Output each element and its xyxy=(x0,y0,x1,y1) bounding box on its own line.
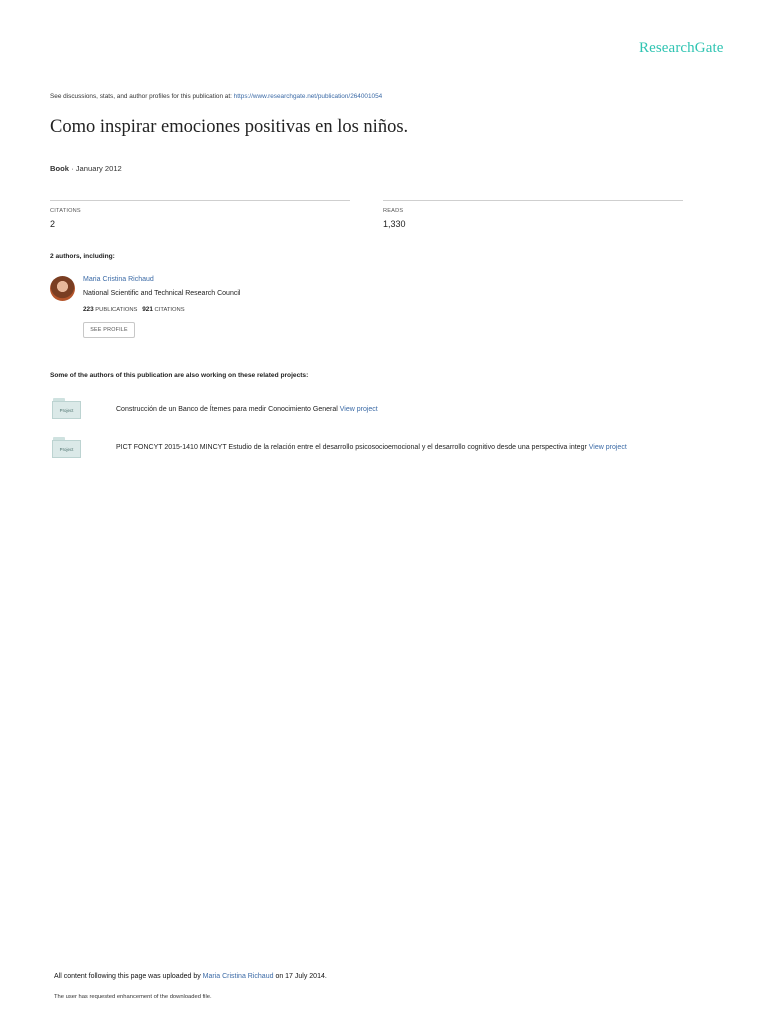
project-item xyxy=(116,444,627,451)
publication-url-link[interactable]: https://www.researchgate.net/publication/264001054 xyxy=(233,93,383,100)
author-citations-label: CITATIONS xyxy=(154,307,185,313)
divider xyxy=(50,200,350,201)
reads-label: READS xyxy=(383,208,404,214)
see-profile-button[interactable]: SEE PROFILE xyxy=(83,322,135,338)
author-citations-count: 921 xyxy=(142,306,153,313)
projects-heading: Some of the authors of this publication are also working on these related projects: xyxy=(50,372,309,379)
view-project-link[interactable]: View project xyxy=(588,444,627,451)
publication-meta xyxy=(50,164,122,173)
project-icon: Project xyxy=(51,398,81,420)
researchgate-logo[interactable]: ResearchGate xyxy=(639,40,724,56)
discussion-text: See discussions, stats, and author profiles for this publication at: xyxy=(50,93,232,100)
citations-label: CITATIONS xyxy=(50,208,81,214)
upload-notice xyxy=(54,973,327,980)
view-project-link[interactable]: View project xyxy=(339,406,378,413)
upload-suffix: on 17 July 2014. xyxy=(275,973,327,980)
reads-value: 1,330 xyxy=(383,219,406,229)
author-stats xyxy=(83,306,185,313)
upload-prefix: All content following this page was uploaded by xyxy=(54,973,201,980)
project-title: PICT FONCYT 2015-1410 MINCYT Estudio de la relación entre el desarrollo psicosocioemocional y el desarrollo cognitivo desde una perspectiva integr xyxy=(116,444,587,451)
avatar[interactable] xyxy=(50,276,75,301)
publications-label: PUBLICATIONS xyxy=(95,307,138,313)
author-name-link[interactable]: Maria Cristina Richaud xyxy=(83,276,154,283)
publication-title: Como inspirar emociones positivas en los niños. xyxy=(50,117,409,137)
project-item xyxy=(116,406,378,413)
publications-count: 223 xyxy=(83,306,94,313)
publication-type: Book xyxy=(50,164,69,173)
citations-value: 2 xyxy=(50,219,56,229)
discussion-line xyxy=(50,93,382,100)
author-institution: National Scientific and Technical Research Council xyxy=(83,290,241,297)
project-icon: Project xyxy=(51,437,81,459)
authors-heading: 2 authors, including: xyxy=(50,253,115,260)
enhancement-note: The user has requested enhancement of the downloaded file. xyxy=(54,994,212,1000)
project-title: Construcción de un Banco de Ítemes para medir Conocimiento General xyxy=(116,406,338,413)
uploader-link[interactable]: Maria Cristina Richaud xyxy=(202,973,274,980)
divider xyxy=(383,200,683,201)
publication-date: · January 2012 xyxy=(71,164,122,173)
